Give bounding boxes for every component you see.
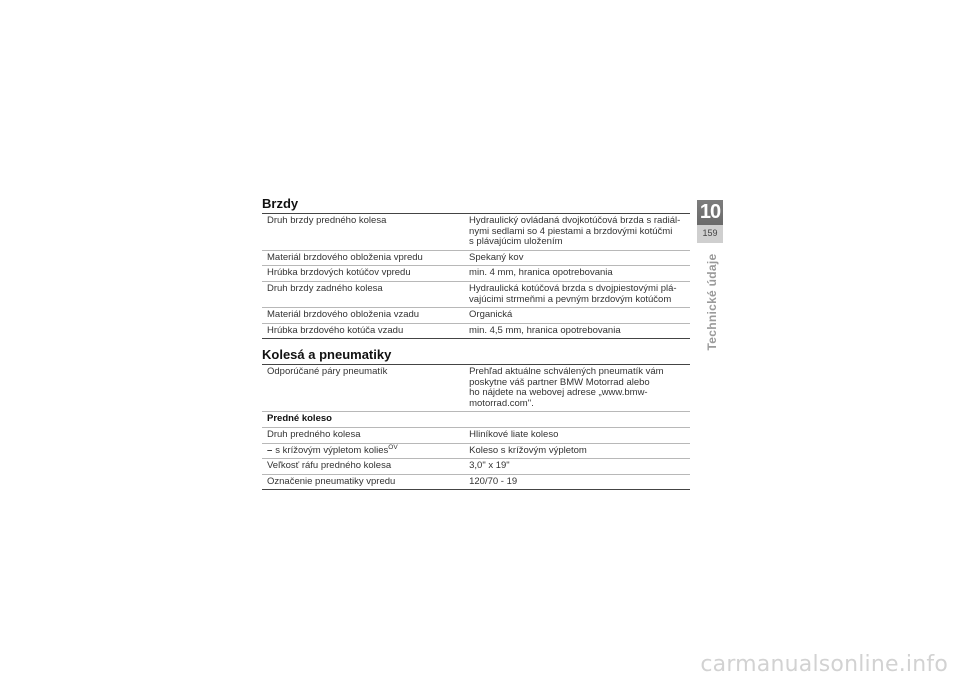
table-row <box>262 412 690 428</box>
section-title-brakes: Brzdy <box>262 196 299 211</box>
table-row <box>262 281 690 307</box>
spec-value-line: nymi sedlami so 4 piestami a brzdovými kotúčmi <box>469 225 673 237</box>
spec-value: Organická <box>464 308 690 324</box>
table-row <box>262 474 690 490</box>
subsection-heading: Predné koleso <box>262 412 690 428</box>
spec-label: Veľkosť ráfu predného kolesa <box>262 459 464 475</box>
page-number: 159 <box>697 225 723 243</box>
spec-value-line: motorrad.com". <box>469 397 534 409</box>
spec-value <box>464 214 690 250</box>
chapter-title-vertical: Technické údaje <box>705 253 719 351</box>
table-row <box>262 365 690 412</box>
table-row <box>262 427 690 443</box>
spec-label: Odporúčané páry pneumatík <box>262 365 464 412</box>
table-row <box>262 214 690 250</box>
spec-value: min. 4 mm, hranica opotrebovania <box>464 266 690 282</box>
spec-value <box>464 281 690 307</box>
spec-value-line: vajúcimi strmeňmi a pevným brzdovým kotúčom <box>469 293 672 305</box>
spec-value: Hliníkové liate koleso <box>464 427 690 443</box>
spec-label <box>262 443 464 459</box>
spec-label: Hrúbka brzdových kotúčov vpredu <box>262 266 464 282</box>
brakes-spec-table <box>262 214 690 339</box>
chapter-badge <box>697 200 723 243</box>
spec-value-line: Hydraulická kotúčová brzda s dvojpiestovými plá- <box>469 282 677 294</box>
spec-value: Spekaný kov <box>464 250 690 266</box>
spec-label: Materiál brzdového obloženia vpredu <box>262 250 464 266</box>
spec-value-line: Hydraulický ovládaná dvojkotúčová brzda s radiál- <box>469 215 681 226</box>
option-label: s krížovým výpletom kolies <box>275 444 389 456</box>
spec-value: 120/70 - 19 <box>464 474 690 490</box>
option-dash: – <box>267 444 273 456</box>
wheels-spec-table <box>262 365 690 490</box>
spec-value-line: poskytne váš partner BMW Motorrad alebo <box>469 376 650 388</box>
spec-value: min. 4,5 mm, hranica opotrebovania <box>464 323 690 339</box>
spec-label: Označenie pneumatiky vpredu <box>262 474 464 490</box>
spec-value-line: s plávajúcim uložením <box>469 236 563 248</box>
watermark-text: carmanualsonline.info <box>700 652 948 677</box>
spec-label: Druh brzdy zadného kolesa <box>262 281 464 307</box>
spec-label: Hrúbka brzdového kotúča vzadu <box>262 323 464 339</box>
option-code: OV <box>388 443 398 451</box>
table-row <box>262 250 690 266</box>
table-row <box>262 308 690 324</box>
spec-label: Druh predného kolesa <box>262 427 464 443</box>
spec-value <box>464 365 690 412</box>
table-row <box>262 459 690 475</box>
table-row <box>262 323 690 339</box>
chapter-number: 10 <box>699 201 721 223</box>
spec-value: 3,0" x 19" <box>464 459 690 475</box>
spec-value: Koleso s krížovým výpletom <box>464 443 690 459</box>
table-row <box>262 443 690 459</box>
spec-value-line: ho nájdete na webovej adrese „www.bmw- <box>469 387 648 399</box>
table-row <box>262 266 690 282</box>
spec-label: Materiál brzdového obloženia vzadu <box>262 308 464 324</box>
spec-value-line: Prehľad aktuálne schválených pneumatík vám <box>469 366 664 377</box>
section-title-wheels: Kolesá a pneumatiky <box>262 347 392 362</box>
spec-label: Druh brzdy predného kolesa <box>262 214 464 250</box>
